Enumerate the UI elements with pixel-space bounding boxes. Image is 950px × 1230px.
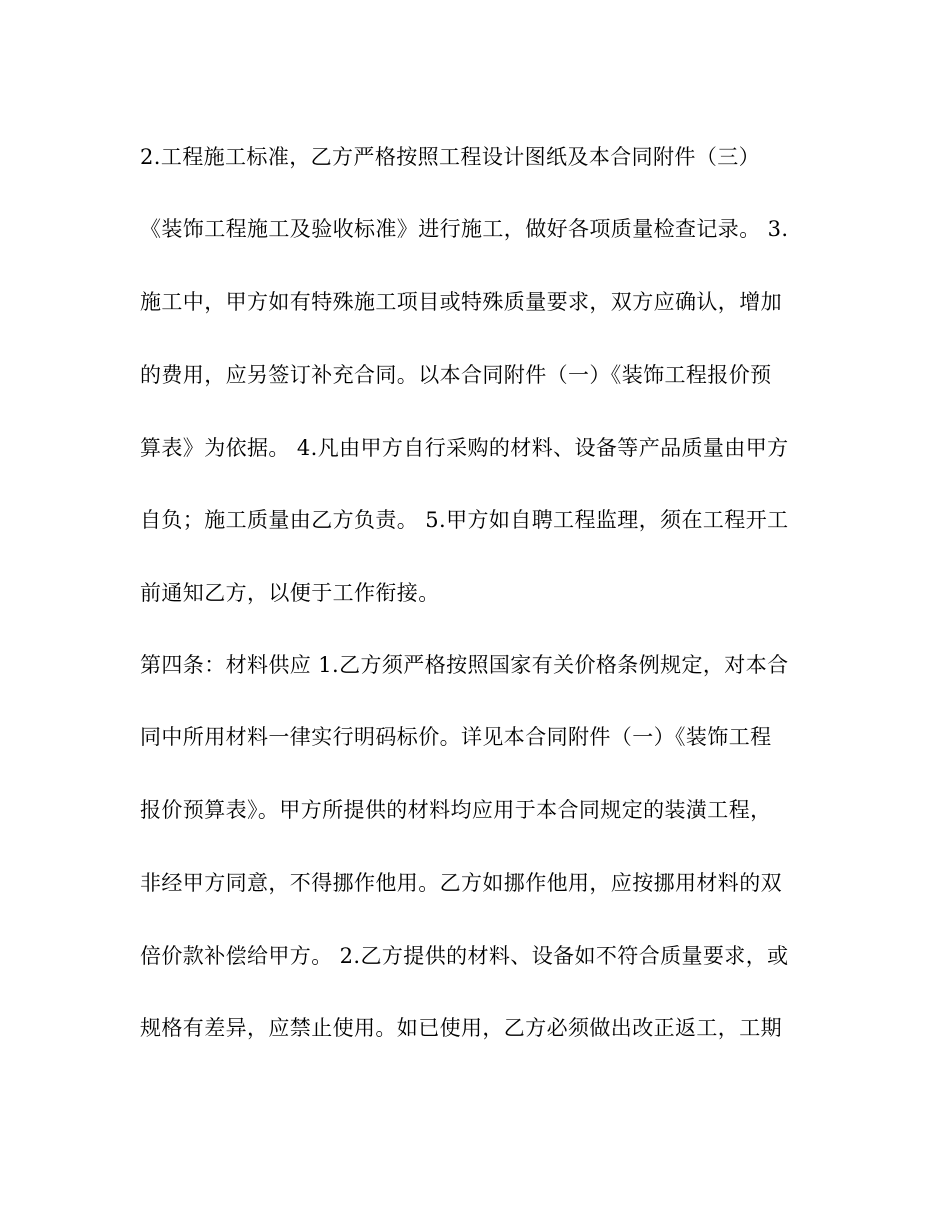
- text-line: 规格有差异，应禁止使用。如已使用，乙方必须做出改正返工，工期: [140, 1016, 782, 1040]
- text-line: 的费用，应另签订补充合同。以本合同附件（一）《装饰工程报价预: [140, 363, 772, 387]
- text-line: 前通知乙方，以便于工作衔接。: [140, 581, 440, 605]
- text-line: 施工中，甲方如有特殊施工项目或特殊质量要求，双方应确认，增加: [140, 290, 782, 314]
- text-line: 倍价款补偿给甲方。 2.乙方提供的材料、设备如不符合质量要求，或: [140, 944, 789, 968]
- text-line: 算表》为依据。 4.凡由甲方自行采购的材料、设备等产品质量由甲方: [140, 436, 789, 460]
- text-line: 非经甲方同意，不得挪作他用。乙方如挪作他用，应按挪用材料的双: [140, 871, 782, 895]
- text-line: 2.工程施工标准，乙方严格按照工程设计图纸及本合同附件（三）: [140, 145, 761, 169]
- text-line: 自负；施工质量由乙方负责。 5.甲方如自聘工程监理，须在工程开工: [140, 508, 789, 532]
- text-line: 第四条：材料供应 1.乙方须严格按照国家有关价格条例规定，对本合: [140, 653, 789, 677]
- text-line: 报价预算表》。甲方所提供的材料均应用于本合同规定的装潢工程，: [140, 798, 772, 822]
- text-line: 同中所用材料一律实行明码标价。详见本合同附件（一）《装饰工程: [140, 725, 772, 749]
- text-line: 《装饰工程施工及验收标准》进行施工，做好各项质量检查记录。 3.: [140, 217, 789, 241]
